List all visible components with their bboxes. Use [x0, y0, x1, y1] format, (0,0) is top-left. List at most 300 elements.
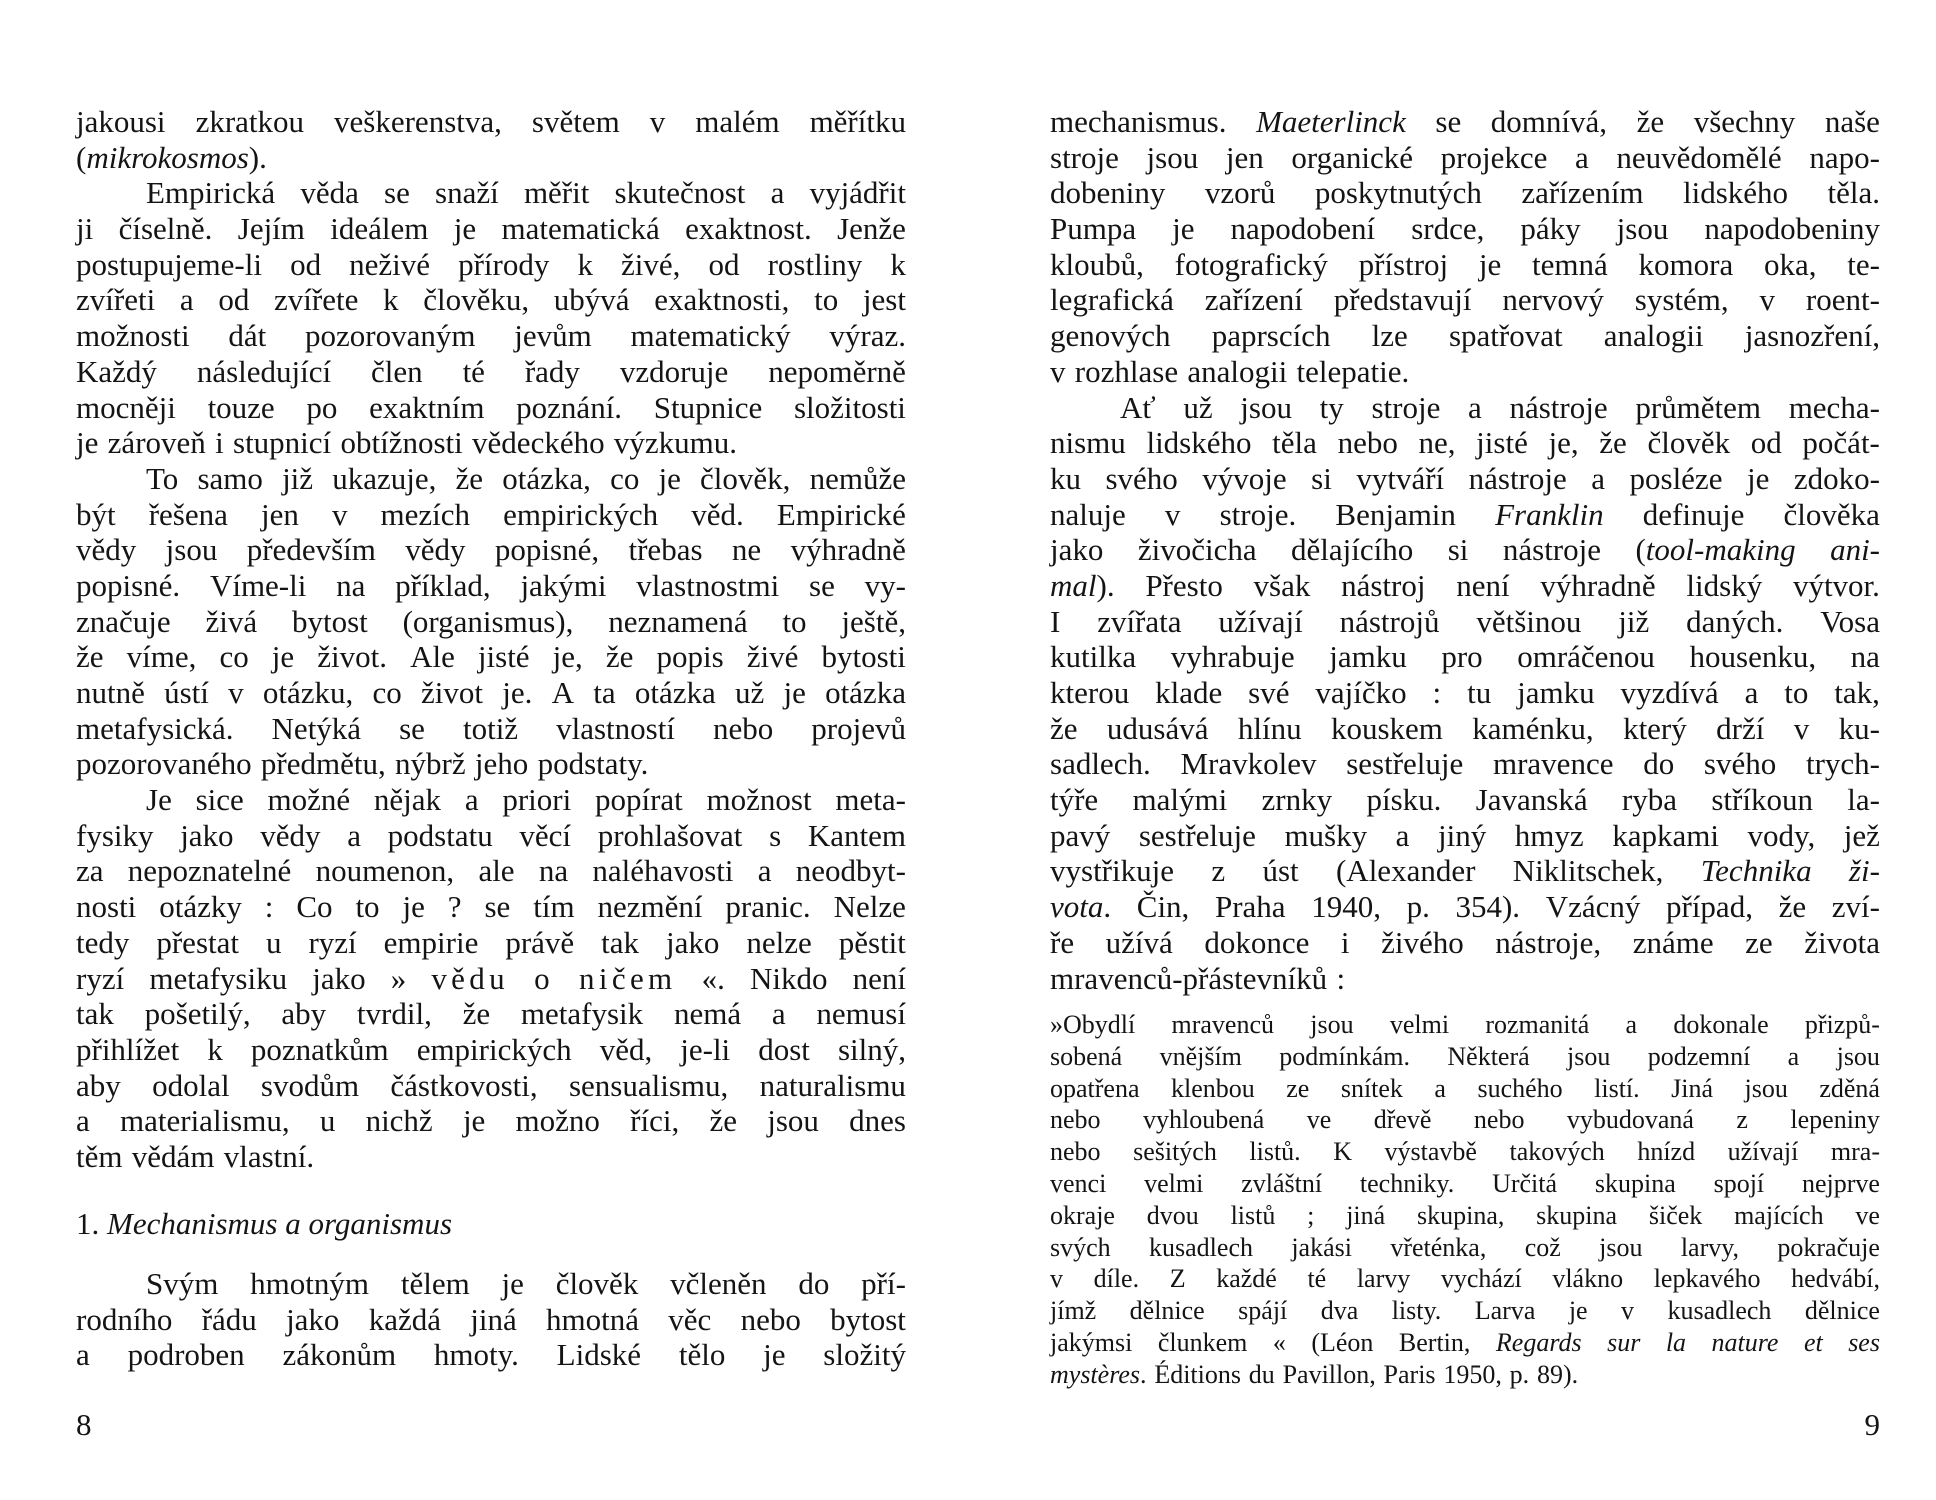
word: částkovosti,	[390, 1067, 538, 1103]
word: naluje	[1050, 496, 1126, 532]
word: k	[890, 246, 906, 282]
word: nástroje	[1502, 532, 1602, 568]
text-line	[76, 925, 906, 961]
word: Nelze	[833, 889, 906, 925]
word: kapkami	[1612, 817, 1719, 853]
word: komora	[1638, 246, 1734, 282]
word: již	[282, 460, 314, 496]
word: neznamená	[608, 603, 748, 639]
word: vy-	[864, 567, 906, 603]
word: Kantem	[807, 817, 906, 853]
word: možno	[515, 1103, 600, 1139]
word: tedy	[76, 924, 130, 960]
word: zdoko-	[1793, 460, 1880, 496]
word: život.	[317, 639, 387, 675]
word: ze	[1286, 1073, 1310, 1103]
word: Praha	[1214, 889, 1286, 925]
word: jeho	[474, 746, 529, 782]
word: díle.	[1093, 1264, 1140, 1294]
text-line	[76, 961, 906, 997]
text-line	[76, 1266, 906, 1302]
word: Jenže	[837, 211, 906, 247]
word: u	[265, 924, 282, 960]
word: si	[1311, 460, 1332, 496]
text-line	[1050, 1327, 1880, 1359]
word: co	[372, 675, 402, 710]
word: daných.	[1686, 603, 1784, 639]
word: všechny	[1693, 104, 1796, 139]
word: i	[1340, 924, 1350, 960]
word: kutilka	[1050, 639, 1137, 675]
word: jakýmsi	[1050, 1327, 1133, 1357]
text-line	[76, 354, 906, 390]
word: noumenon,	[315, 853, 455, 889]
word: průmětem	[1635, 389, 1761, 425]
word: života	[1804, 924, 1880, 960]
word: :	[264, 889, 274, 925]
text-line	[76, 1032, 906, 1068]
word: výstavbě	[1384, 1137, 1477, 1167]
word: hedvábí,	[1791, 1264, 1880, 1294]
word: materialismu,	[120, 1103, 290, 1139]
word: sestřeluje	[1138, 817, 1256, 853]
word: ryzí	[76, 960, 125, 996]
word: dnes	[849, 1103, 906, 1139]
page-number-right: 9	[1864, 1407, 1880, 1442]
word: od	[708, 246, 740, 282]
word: mocněji	[76, 389, 176, 425]
word: a	[179, 282, 194, 318]
word: tím	[533, 889, 575, 925]
word: jsou	[767, 1103, 819, 1139]
word: k	[577, 246, 593, 282]
text-line	[1050, 104, 1880, 140]
word: klenbou	[1171, 1073, 1255, 1103]
word: měřítku	[809, 104, 906, 139]
word: a	[347, 817, 361, 853]
word: la	[1665, 1327, 1687, 1357]
word: mušky	[1284, 817, 1368, 853]
text-line	[1050, 211, 1880, 247]
word: napo-	[1809, 139, 1880, 175]
word: věcí	[519, 817, 572, 853]
word: je	[271, 639, 295, 675]
word: suchého	[1477, 1073, 1563, 1103]
word: du	[1248, 1359, 1275, 1389]
text-line	[76, 211, 906, 247]
section-number: 1.	[76, 1206, 100, 1241]
word: v	[1164, 496, 1181, 532]
word: meta-	[835, 782, 906, 818]
word: co	[610, 460, 640, 496]
word: roent-	[1805, 282, 1880, 318]
word: je,	[1548, 425, 1579, 461]
word: šiček	[1648, 1200, 1703, 1230]
word: především	[246, 532, 376, 568]
word: k	[207, 1031, 223, 1067]
word: Vosa	[1820, 603, 1880, 639]
word: stroje.	[1219, 496, 1297, 532]
text-line	[1050, 532, 1880, 568]
word: snítek	[1340, 1073, 1403, 1103]
word: Čin,	[1136, 889, 1190, 925]
word: ubývá	[553, 282, 630, 318]
word: jímž	[1050, 1296, 1097, 1326]
word: v	[1050, 353, 1066, 389]
word: dost	[758, 1031, 810, 1067]
word: jamku	[1517, 675, 1595, 710]
word: dobeniny	[1050, 175, 1166, 211]
word: zví-	[1831, 889, 1880, 925]
word: 1940,	[1311, 889, 1381, 925]
word: a	[1787, 1041, 1800, 1071]
text-line	[76, 247, 906, 283]
word: ži-	[1848, 853, 1880, 889]
word: hmotným	[250, 1266, 370, 1301]
word: měřit	[523, 175, 590, 211]
word: »	[1050, 1010, 1063, 1039]
word: výzkumu.	[613, 425, 738, 461]
word: v	[1621, 1296, 1635, 1326]
word: už	[734, 675, 765, 710]
word: a	[464, 782, 479, 818]
word: definuje	[1642, 496, 1745, 532]
word: Obydlí	[1063, 1010, 1136, 1039]
word: nebo	[1050, 1137, 1101, 1167]
word: nějak	[373, 782, 442, 818]
word: Lidské	[556, 1337, 642, 1373]
word: výhradně	[1540, 567, 1656, 603]
word: Víme-li	[209, 567, 307, 603]
text-line	[76, 639, 906, 675]
word: p.	[1509, 1359, 1530, 1389]
word: :	[1336, 960, 1346, 996]
word: «.	[701, 960, 725, 996]
word: značuje	[76, 603, 171, 639]
word: tool-making	[1645, 532, 1796, 568]
word: naturalismu	[759, 1067, 906, 1103]
word: skupina	[1594, 1168, 1676, 1198]
word: dělajícího	[1291, 532, 1414, 568]
text-line	[1050, 497, 1880, 533]
word: tvrdil,	[356, 996, 432, 1032]
word: .	[1103, 889, 1112, 925]
word: ještě,	[841, 603, 906, 639]
word: se	[1435, 104, 1462, 139]
word: podzemní	[1647, 1041, 1751, 1071]
text-line	[1050, 1200, 1880, 1232]
word: ta	[593, 675, 616, 710]
word: ze	[1745, 924, 1773, 960]
word: skupina,	[1416, 1200, 1505, 1230]
word: v	[1759, 282, 1776, 318]
word: Ať	[1120, 389, 1156, 425]
word: věc	[668, 1301, 712, 1337]
word: zákonům	[282, 1337, 397, 1373]
word: vlastní.	[223, 1138, 315, 1174]
word: do	[1643, 746, 1675, 782]
word: naléhavosti	[592, 853, 734, 889]
text-line	[1050, 1295, 1880, 1327]
word: poznatkům	[250, 1031, 389, 1067]
word: však	[1253, 567, 1311, 603]
word: Pumpa	[1050, 211, 1137, 247]
word: není	[1456, 567, 1510, 603]
word: vzorů	[1204, 175, 1276, 211]
word: živé	[746, 639, 799, 675]
word: vyzdívá	[1620, 675, 1719, 710]
word: vystřikuje	[1050, 853, 1174, 889]
word: ničem	[579, 960, 677, 996]
word: stupnicí	[233, 425, 332, 461]
word: nástroje	[1509, 389, 1608, 425]
word: systém,	[1634, 282, 1729, 318]
word: malými	[1132, 782, 1228, 818]
word: nejprve	[1801, 1168, 1880, 1198]
word: metafysiku	[149, 960, 288, 996]
word: jsou	[1836, 1041, 1880, 1071]
word: nepoznatelné	[127, 853, 292, 889]
word: nature	[1711, 1327, 1779, 1357]
text-line	[76, 746, 906, 782]
word: pošetilý,	[144, 996, 251, 1032]
word: matematická	[501, 211, 660, 247]
word: nelze	[746, 924, 812, 960]
word: opatřena	[1050, 1073, 1140, 1103]
word: to	[1784, 675, 1809, 710]
word: jakými	[520, 567, 607, 603]
word: řešena	[148, 496, 228, 532]
word: pozorovaného	[76, 746, 252, 782]
word: spájí	[1238, 1296, 1288, 1326]
word: Pavillon,	[1282, 1359, 1376, 1389]
text-line	[76, 782, 906, 818]
word-group	[1635, 532, 1795, 568]
word: zvířata	[1097, 603, 1182, 639]
word: :	[1432, 675, 1442, 710]
word: jisté	[477, 639, 530, 675]
word: je.	[502, 675, 533, 710]
word: za	[76, 853, 104, 889]
text-line	[1050, 461, 1880, 497]
word: hmyz	[1514, 817, 1584, 853]
word: listí.	[1594, 1073, 1640, 1103]
word: ku-	[1838, 710, 1880, 746]
word: housenku,	[1689, 639, 1817, 675]
word: je	[783, 675, 806, 710]
word: užívají	[1727, 1137, 1799, 1167]
word: mal	[1050, 567, 1097, 603]
word: složitý	[823, 1337, 906, 1373]
text-line	[76, 1302, 906, 1338]
word: klade	[1155, 675, 1223, 710]
word: a	[757, 853, 772, 889]
word: exaktnost.	[685, 211, 812, 247]
word: sestřeluje	[1346, 746, 1464, 782]
word: Nikdo	[750, 960, 828, 996]
word: dvou	[1146, 1200, 1199, 1230]
word: podmínkám.	[1279, 1041, 1411, 1071]
word: u	[319, 1103, 336, 1139]
word: jiná	[470, 1301, 517, 1337]
word: a	[770, 175, 785, 211]
word: přístroj	[1358, 246, 1449, 282]
text-line	[1050, 1073, 1880, 1105]
word: je	[763, 1337, 786, 1373]
word: že	[1050, 710, 1078, 746]
word: je	[658, 460, 681, 496]
word: mechanismus.	[1050, 104, 1227, 139]
word: bytost	[291, 603, 368, 639]
word: užívají	[1218, 603, 1303, 639]
word: je	[76, 425, 99, 461]
word: už	[1183, 389, 1213, 425]
word: (	[1635, 532, 1646, 568]
word: otázku,	[262, 675, 354, 710]
word: páky	[1520, 211, 1581, 247]
word: .	[1140, 1359, 1147, 1389]
word: hmotná	[546, 1301, 640, 1337]
word: mikrokosmos	[86, 139, 249, 175]
word: ře	[1050, 924, 1075, 960]
word: od	[1750, 425, 1782, 461]
word: vybudovaná	[1566, 1105, 1694, 1135]
word: »	[390, 960, 407, 996]
word: nemá	[673, 996, 742, 1032]
word: si	[1447, 532, 1469, 568]
word: svého	[1105, 460, 1178, 496]
word: empirických	[503, 496, 659, 532]
word: nezmění	[597, 889, 703, 925]
word: To	[146, 460, 179, 496]
word: mravenců	[1171, 1010, 1274, 1039]
word: empirie	[383, 924, 479, 960]
word: Maeterlinck	[1256, 104, 1406, 139]
word: i	[215, 425, 224, 461]
text-line	[1050, 818, 1880, 854]
word: Empirické	[776, 496, 906, 532]
word: jen	[260, 496, 299, 532]
text-line	[76, 175, 906, 211]
text-line	[1050, 782, 1880, 818]
word: mystères	[1050, 1359, 1141, 1389]
word: víme,	[126, 639, 197, 675]
word: užívá	[1105, 924, 1173, 960]
text-line	[1050, 889, 1880, 925]
word: jako	[666, 924, 720, 960]
text-line	[76, 390, 906, 426]
word: prohlašovat	[597, 817, 743, 853]
word: Určitá	[1492, 1168, 1558, 1198]
text-line	[76, 425, 906, 461]
word: nutně	[76, 675, 145, 710]
word: k	[383, 282, 399, 318]
word: metafysik	[520, 996, 644, 1032]
word: vědy	[260, 817, 321, 853]
word: těm	[76, 1138, 123, 1174]
word: ve	[1855, 1200, 1880, 1230]
word: každé	[1216, 1264, 1277, 1294]
word: výtvor.	[1792, 567, 1880, 603]
word: vytváří	[1356, 460, 1445, 496]
word: p.	[1406, 889, 1430, 925]
word: domnívá,	[1490, 104, 1608, 139]
word-group	[76, 140, 267, 176]
word: ?	[447, 889, 462, 925]
word: dát	[228, 318, 267, 354]
word: legrafická	[1050, 282, 1174, 318]
word: aby	[76, 1067, 121, 1103]
text-line	[76, 1103, 906, 1139]
word: podstatu	[387, 817, 493, 853]
word: rozhlase	[1074, 353, 1179, 389]
word: jest	[862, 282, 906, 318]
word: sešitých	[1133, 1137, 1217, 1167]
text-line	[76, 461, 906, 497]
word: že	[455, 460, 484, 496]
word: Ale	[410, 639, 455, 675]
word: pavý	[1050, 817, 1111, 853]
word: pro	[1441, 639, 1483, 675]
word: člověk,	[700, 460, 791, 496]
word: nástrojů	[1339, 603, 1440, 639]
word: dělnice	[1129, 1296, 1205, 1326]
word: do	[798, 1266, 830, 1301]
word: jevům	[514, 318, 592, 354]
text-line	[76, 675, 906, 711]
word: nosti	[76, 889, 137, 925]
word: Benjamin	[1335, 496, 1456, 532]
word: živé,	[621, 246, 681, 282]
word: tak	[76, 996, 114, 1032]
word: nástroj	[1341, 567, 1426, 603]
text-line	[1050, 318, 1880, 354]
word: pří-	[861, 1266, 906, 1301]
word: popisné,	[494, 532, 600, 568]
word: svodům	[260, 1067, 360, 1103]
word: Bertin,	[1398, 1327, 1471, 1357]
word: Paris	[1383, 1359, 1436, 1389]
text-line	[76, 711, 906, 747]
word: analogii	[1603, 318, 1704, 354]
word: člověk	[1647, 425, 1731, 461]
word: tu	[1467, 675, 1492, 710]
word: že	[462, 996, 491, 1032]
word: temná	[1532, 246, 1608, 282]
text-line	[76, 532, 906, 568]
word: živého	[1381, 924, 1464, 960]
word: vědu	[431, 960, 509, 996]
word: život	[421, 675, 483, 710]
word: po	[306, 389, 338, 425]
word: stroje	[1050, 139, 1119, 175]
word: říci,	[630, 1103, 680, 1139]
word: číselně.	[118, 211, 213, 247]
word: ku	[1050, 460, 1081, 496]
text-line	[76, 604, 906, 640]
word: nemusí	[816, 996, 906, 1032]
word: veškerenstva,	[334, 104, 502, 139]
word: jsou	[1599, 1232, 1643, 1262]
word: živá	[205, 603, 258, 639]
word: nismu	[1050, 425, 1126, 461]
word: svých	[1050, 1232, 1111, 1262]
word: (organismus),	[402, 603, 574, 639]
word: obtížnosti	[340, 425, 463, 461]
word: vlastností	[556, 710, 675, 746]
word: touze	[207, 389, 275, 425]
word: a	[1395, 817, 1410, 853]
